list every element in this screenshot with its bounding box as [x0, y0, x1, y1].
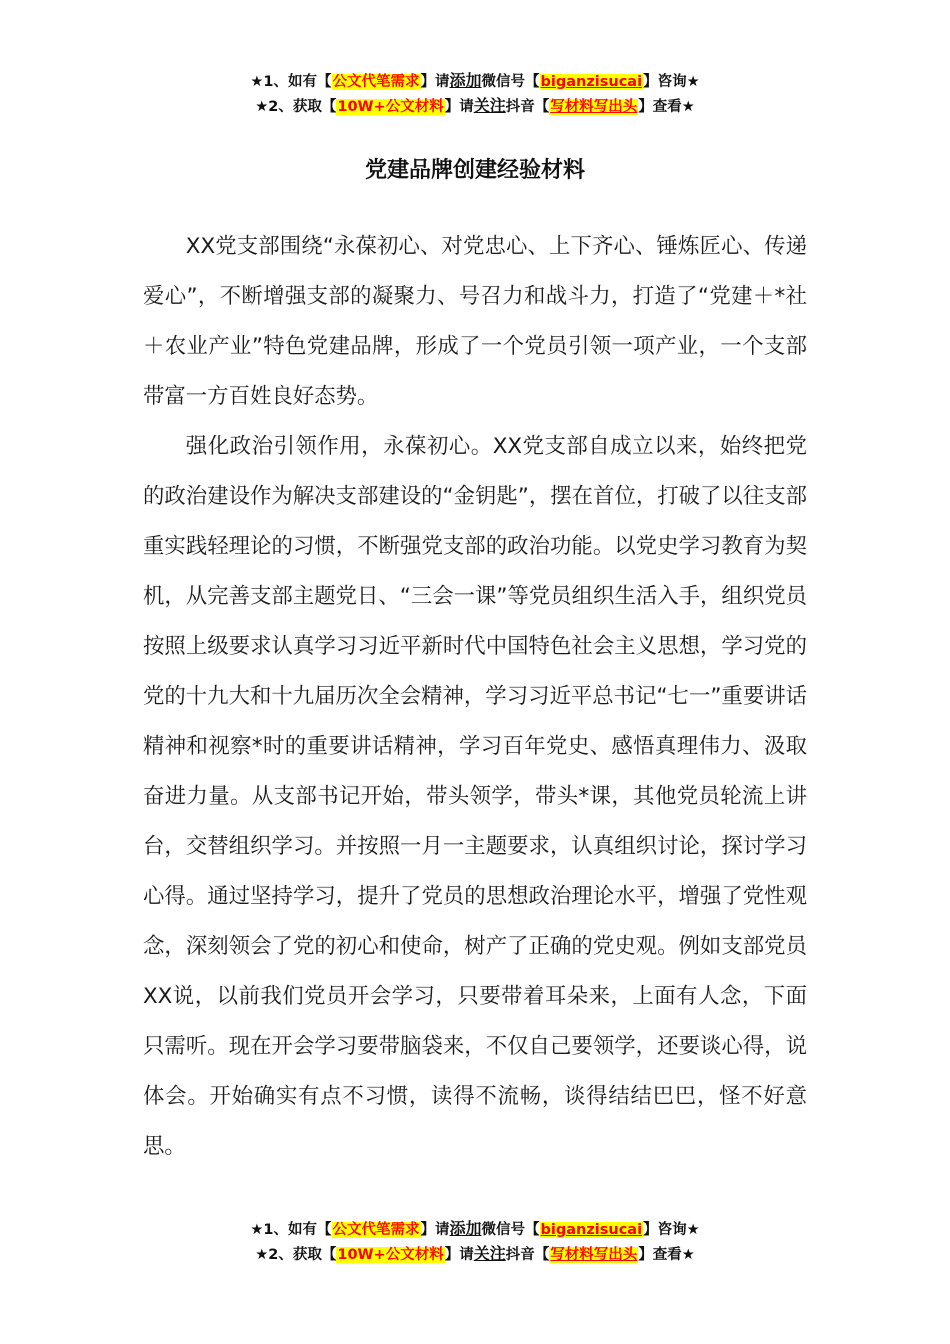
- footer-banner: [0, 1217, 950, 1267]
- header-line2-mid1: 】请: [444, 99, 474, 115]
- service-highlight: 公文代笔需求: [332, 1222, 420, 1238]
- paragraph-political-leadership: 强化政治引领作用，永葆初心。XX党支部自成立以来，始终把党的政治建设作为解决支部建设的“金钥匙”，摆在首位，打破了以往支部重实践轻理论的习惯，不断强党支部的政治功能。以党史学习教育为契机，从完善支部主题党日、“三会一课”等党员组织生活入手，组织党员按照上级要求认真学习习近平新时代中国特色社会主义思想，学习党的党的十九大和十九届历次全会精神，学习习近平总书记“七一”重要讲话精神和视察*时的重要讲话精神，学习百年党史、感悟真理伟力、汲取奋进力量。从支部书记开始，带头领学，带头*课，其他党员轮流上讲台，交替组织学习。并按照一月一主题要求，认真组织讨论，探讨学习心得。通过坚持学习，提升了党员的思想政治理论水平，增强了党性观念，深刻领会了党的初心和使命，树产了正确的党史观。例如支部党员XX说，以前我们党员开会学习，只要带着耳朵来，上面有人念，下面只需听。现在开会学习要带脑袋来，不仅自己要领学，还要谈心得，说体会。开始确实有点不习惯，读得不流畅，谈得结结巴巴，怪不好意思。: [143, 434, 807, 1159]
- footer-line1-emph: 添加: [449, 1219, 482, 1238]
- header-line1-mid1: 】请: [420, 74, 450, 90]
- header-banner-line-1: [0, 69, 950, 94]
- wechat-id-link[interactable]: biganzisucai: [540, 1222, 643, 1238]
- douyin-account-link[interactable]: 写材料写出头: [550, 1247, 638, 1263]
- header-line1-suffix: 】咨询★: [643, 74, 700, 90]
- document-body: [143, 222, 807, 1172]
- header-line1-emph: 添加: [449, 71, 482, 90]
- footer-line2-mid1: 】请: [444, 1247, 474, 1263]
- footer-line2-suffix: 】查看★: [638, 1247, 695, 1263]
- materials-highlight: 10W+公文材料: [337, 1247, 444, 1263]
- header-line2-emph: 关注: [473, 96, 506, 115]
- header-banner-line-2: [0, 94, 950, 119]
- douyin-account-link[interactable]: 写材料写出头: [550, 99, 638, 115]
- header-line2-mid2: 抖音【: [505, 99, 550, 115]
- footer-line1-mid2: 微信号【: [481, 1222, 540, 1238]
- wechat-id-link[interactable]: biganzisucai: [540, 74, 643, 90]
- footer-line1-suffix: 】咨询★: [643, 1222, 700, 1238]
- materials-highlight: 10W+公文材料: [337, 99, 444, 115]
- header-line2-suffix: 】查看★: [638, 99, 695, 115]
- header-line1-mid2: 微信号【: [481, 74, 540, 90]
- service-highlight: 公文代笔需求: [332, 74, 420, 90]
- header-line1-prefix: ★1、如有【: [250, 74, 332, 90]
- document-title: 党建品牌创建经验材料: [364, 158, 585, 183]
- footer-banner-line-1: [0, 1217, 950, 1242]
- footer-line1-prefix: ★1、如有【: [250, 1222, 332, 1238]
- header-banner: [0, 69, 950, 119]
- footer-line2-mid2: 抖音【: [505, 1247, 550, 1263]
- header-line2-prefix: ★2、获取【: [255, 99, 337, 115]
- paragraph-intro: XX党支部围绕“永葆初心、对党忠心、上下齐心、锤炼匠心、传递爱心”，不断增强支部的凝聚力、号召力和战斗力，打造了“党建＋*社＋农业产业”特色党建品牌，形成了一个党员引领一项产业，一个支部带富一方百姓良好态势。: [143, 234, 807, 409]
- footer-line2-prefix: ★2、获取【: [255, 1247, 337, 1263]
- footer-line1-mid1: 】请: [420, 1222, 450, 1238]
- footer-line2-emph: 关注: [473, 1244, 506, 1263]
- footer-banner-line-2: [0, 1242, 950, 1267]
